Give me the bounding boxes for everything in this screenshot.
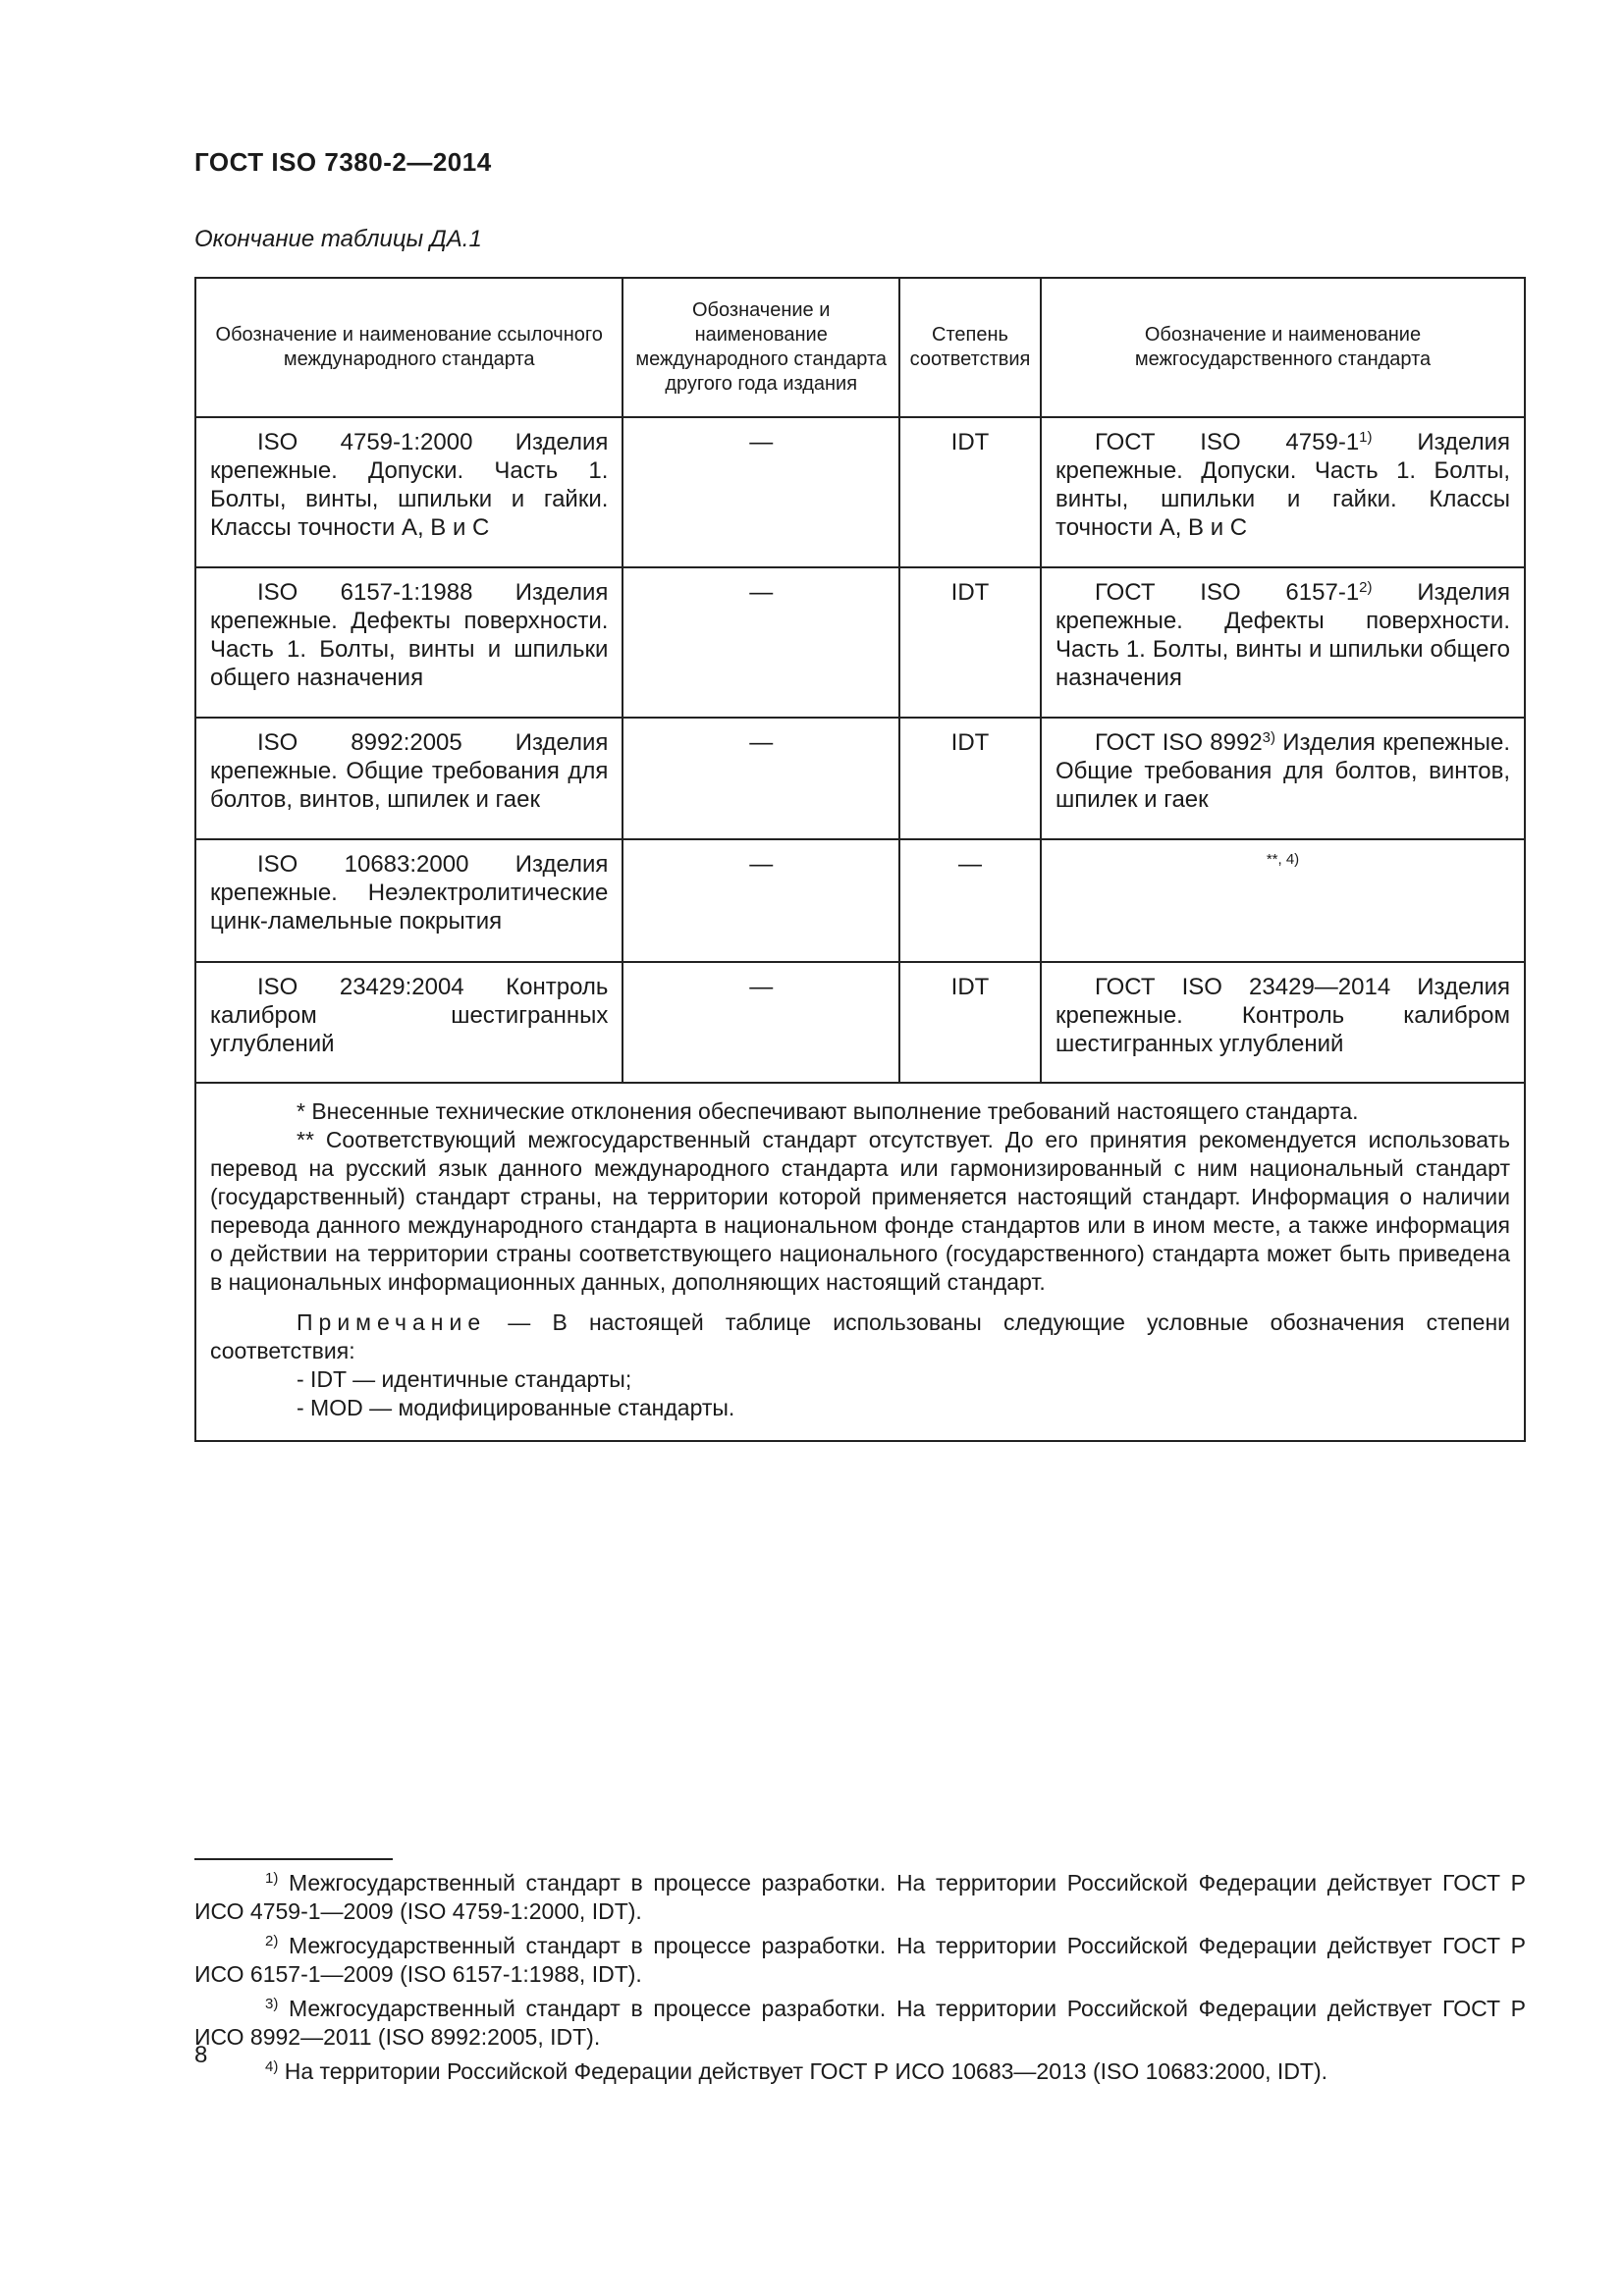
interstate-code: ГОСТ ISO 6157-1	[1094, 579, 1360, 606]
footnote-divider	[194, 1858, 393, 1860]
note-label: Примечание	[297, 1309, 487, 1335]
interstate-standard-cell	[1041, 839, 1525, 962]
column-header-interstate: Обозначение и наименование межгосударственного стандарта	[1041, 278, 1525, 417]
degree-cell: IDT	[899, 417, 1041, 567]
footnote-mark: 1)	[1359, 429, 1373, 446]
reference-standard-cell: ISO 8992:2005 Изделия крепежные. Общие требования для болтов, винтов, шпилек и гаек	[195, 718, 623, 839]
other-year-cell: —	[623, 567, 899, 718]
standards-table	[194, 277, 1526, 1442]
table-row	[195, 417, 1525, 567]
footnote-number: 2)	[265, 1933, 279, 1949]
other-year-cell: —	[623, 839, 899, 962]
note-deviation: * Внесенные технические отклонения обеспечивают выполнение требований настоящего стандарта.	[297, 1098, 1359, 1124]
legend-item-mod: - MOD — модифицированные стандарты.	[297, 1395, 735, 1420]
legend-item-idt: - IDT — идентичные стандарты;	[297, 1366, 632, 1392]
interstate-code: ГОСТ ISO 8992	[1094, 729, 1263, 756]
table-caption: Окончание таблицы ДА.1	[194, 226, 482, 252]
document-title: ГОСТ ISO 7380-2—2014	[194, 147, 492, 177]
footnote-number: 1)	[265, 1870, 279, 1887]
degree-cell: IDT	[899, 962, 1041, 1083]
reference-standard-cell: ISO 6157-1:1988 Изделия крепежные. Дефекты поверхности. Часть 1. Болты, винты и шпильки общего назначения	[195, 567, 623, 718]
footnote	[194, 1869, 1526, 1926]
interstate-code: ГОСТ ISO 4759-1	[1094, 429, 1360, 455]
table-row	[195, 718, 1525, 839]
degree-cell: IDT	[899, 567, 1041, 718]
interstate-standard-cell	[1041, 417, 1525, 567]
interstate-title: Изделия крепежные. Общие требования для болтов, винтов, шпилек и гаек	[1055, 729, 1510, 813]
degree-cell: —	[899, 839, 1041, 962]
interstate-title: Изделия крепежные. Допуски. Часть 1. Болты, винты, шпильки и гайки. Классы точности A, B и C	[1055, 429, 1511, 541]
footnote-mark: 3)	[1262, 729, 1276, 746]
other-year-cell: —	[623, 962, 899, 1083]
footnotes	[194, 1869, 1526, 2092]
interstate-title: Изделия крепежные. Дефекты поверхности. Часть 1. Болты, винты и шпильки общего назначения	[1055, 579, 1511, 691]
reference-standard-cell: ISO 10683:2000 Изделия крепежные. Неэлектролитические цинк-ламельные покрытия	[195, 839, 623, 962]
footnote-number: 3)	[265, 1996, 279, 2012]
interstate-code: ГОСТ ISO 23429—2014 Изделия крепежные. Контроль калибром шестигранных углублений	[1055, 974, 1510, 1057]
table-header-row	[195, 278, 1525, 417]
degree-cell: IDT	[899, 718, 1041, 839]
table-row	[195, 962, 1525, 1083]
interstate-standard-cell	[1041, 718, 1525, 839]
interstate-standard-cell	[1041, 567, 1525, 718]
footnote-mark: **, 4)	[1266, 851, 1300, 868]
table-row	[195, 839, 1525, 962]
interstate-standard-cell	[1041, 962, 1525, 1083]
footnote-text: Межгосударственный стандарт в процессе разработки. На территории Российской Федерации действует ГОСТ Р ИСО 6157-1—2009 (ISO 6157-1:1988, IDT).	[194, 1933, 1526, 1987]
footnote-text: Межгосударственный стандарт в процессе разработки. На территории Российской Федерации действует ГОСТ Р ИСО 4759-1—2009 (ISO 4759-1:2000, IDT).	[194, 1870, 1526, 1924]
footnote	[194, 1932, 1526, 1989]
footnote-number: 4)	[265, 2058, 279, 2075]
column-header-reference: Обозначение и наименование ссылочного международного стандарта	[195, 278, 623, 417]
footnote-text: Межгосударственный стандарт в процессе разработки. На территории Российской Федерации действует ГОСТ Р ИСО 8992—2011 (ISO 8992:2005, IDT).	[194, 1996, 1526, 2050]
reference-standard-cell: ISO 23429:2004 Контроль калибром шестигранных углублений	[195, 962, 623, 1083]
note-no-standard: ** Соответствующий межгосударственный стандарт отсутствует. До его принятия рекомендуется использовать перевод на русский язык данного международного стандарта или гармонизированный с ним национальный стандарт (государственный) стандарт страны, на территории которой применяется настоящий стандарт. Информация о наличии перевода данного международного стандарта в национальном фонде стандартов или в ином месте, а также информация о действии на территории страны соответствующего национального (государственного) стандарта может быть приведена в национальных информационных данных, дополняющих настоящий стандарт.	[210, 1127, 1510, 1295]
column-header-degree: Степень соответствия	[899, 278, 1041, 417]
other-year-cell: —	[623, 718, 899, 839]
footnote-mark: 2)	[1359, 579, 1373, 596]
page-number: 8	[194, 2042, 208, 2068]
note-text: — В настоящей таблице использованы следующие условные обозначения степени соответствия:	[210, 1309, 1510, 1363]
note-legend	[210, 1308, 1510, 1365]
footnote	[194, 2057, 1526, 2086]
other-year-cell: —	[623, 417, 899, 567]
notes-row	[195, 1083, 1525, 1441]
table-row	[195, 567, 1525, 718]
column-header-other-year: Обозначение и наименование международного стандарта другого года издания	[623, 278, 899, 417]
notes-cell	[195, 1083, 1525, 1441]
footnote-text: На территории Российской Федерации действует ГОСТ Р ИСО 10683—2013 (ISO 10683:2000, IDT).	[278, 2058, 1328, 2084]
reference-standard-cell: ISO 4759-1:2000 Изделия крепежные. Допуски. Часть 1. Болты, винты, шпильки и гайки. Классы точности A, B и C	[195, 417, 623, 567]
footnote	[194, 1995, 1526, 2052]
